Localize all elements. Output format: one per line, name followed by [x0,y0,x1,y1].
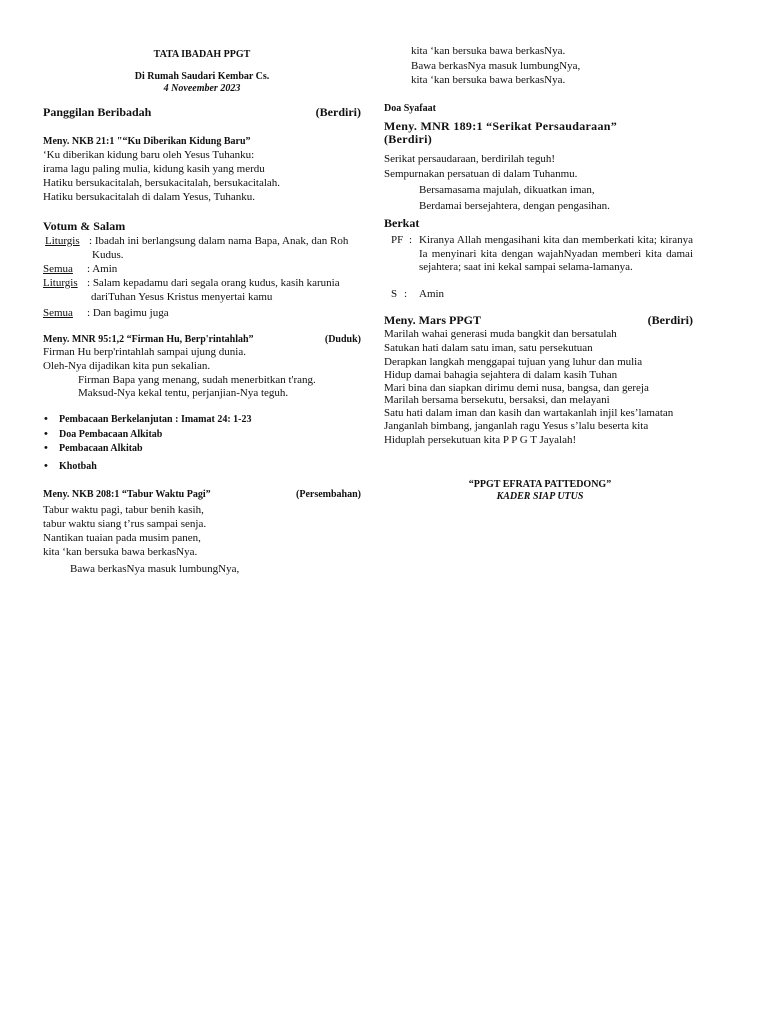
posture-label: (Persembahan) [296,489,361,500]
hymn-title: Meny. NKB 21:1 "“Ku Diberikan Kidung Baru” [43,136,251,147]
list-item: • Pembacaan Berkelanjutan : Imamat 24: 1-23 [43,413,251,428]
hymn-title: Meny. Mars PPGT [384,313,481,327]
hymn-line: Derapkan langkah menggapai tujuan yang luhur dan mulia [384,356,643,368]
venue: Di Rumah Saudari Kembar Cs. [134,71,270,82]
liturgy-text: Amin [92,263,118,275]
hymn-title: Meny. NKB 208:1 “Tabur Waktu Pagi” [43,489,211,500]
hymn-title: Meny. MNR 95:1,2 “Firman Hu, Berp'rintahlah” [43,334,254,345]
role-label: PF [391,234,404,246]
hymn-line: Satu hati dalam iman dan kasih dan wartakanlah injil kes’lamatan [384,407,674,419]
hymn-line: kita ‘kan bersuka bawa berkasNya. [43,546,198,558]
hymn-line: kita ‘kan bersuka bawa berkasNya. [411,45,566,57]
list-item: • Doa Pembacaan Alkitab [43,428,251,443]
posture-label: (Berdiri) [315,105,361,119]
hymn-title: Meny. MNR 189:1 “Serikat Persaudaraan” [384,119,618,133]
liturgy-text: Salam kepadamu dari segala orang kudus, kasih karunia [92,277,340,289]
liturgy-text: Dan bagimu juga [92,307,169,319]
hymn-line: Hiduplah persekutuan kita P P G T Jayalah! [384,434,577,446]
hymn-line: Sempurnakan persatuan di dalam Tuhanmu. [384,168,578,180]
hymn-line: Hatiku bersukacitalah di dalam Yesus, Tuhanku. [43,191,256,203]
section-title: Panggilan Beribadah [43,105,152,119]
blessing-text: Kiranya Allah mengasihani kita dan memberkati kita; kiranya Ia menyinari kita dengan wajahNyadan memberi kita damai sejahtera; saat ini kekal sampai selama-lamanya. [419,234,693,273]
hymn-line: Marilah wahai generasi muda bangkit dan bersatulah [384,328,617,340]
hymn-line: Berdamai bersejahtera, dengan pengasihan. [419,200,610,212]
liturgy-line [43,307,169,321]
hymn-header [43,333,361,347]
hymn-line: Firman Bapa yang menang, sudah menerbitkan t'rang. [78,374,316,386]
hymn-line: ‘Ku diberikan kidung baru oleh Yesus Tuhanku: [43,149,255,161]
section-title-doa: Doa Syafaat [384,103,436,114]
role-label: Liturgis [45,235,80,247]
posture-label: (Berdiri) [384,132,433,146]
hymn-line: Satukan hati dalam satu iman, satu persekutuan [384,342,593,354]
hymn-header [43,488,361,502]
liturgy-continuation: dariTuhan Yesus Kristus menyertai kamu [91,291,273,303]
liturgy-line [43,263,117,277]
separator: : [89,235,93,247]
hymn-line: Serikat persaudaraan, berdirilah teguh! [384,153,556,165]
list-item: • Khotbah [43,460,251,475]
role-label: Semua [43,263,73,275]
hymn-line: Tabur waktu pagi, tabur benih kasih, [43,504,204,516]
hymn-line: kita ‘kan bersuka bawa berkasNya. [411,74,566,86]
hymn-line: Bawa berkasNya masuk lumbungNya, [411,60,581,72]
organization-name: “PPGT EFRATA PATTEDONG” [468,479,612,490]
separator: : [87,307,91,319]
hymn-line: Bawa berkasNya masuk lumbungNya, [70,563,240,575]
hymn-line: Firman Hu berp'rintahlah sampai ujung dunia. [43,346,246,358]
hymn-line: Maksud-Nya kekal tentu, perjanjian-Nya teguh. [78,387,289,399]
hymn-line: Oleh-Nya dijadikan kita pun sekalian. [43,360,211,372]
list-item: • Pembacaan Alkitab [43,442,251,460]
hymn-line: Nantikan tuaian pada musim panen, [43,532,201,544]
motto: KADER SIAP UTUS [496,491,584,502]
hymn-line: Bersamasama majulah, dikuatkan iman, [419,184,595,196]
liturgy-continuation: Kudus. [92,249,124,261]
hymn-line: irama lagu paling mulia, kidung kasih yang merdu [43,163,265,175]
blessing-response: Amin [419,288,445,300]
separator: : [409,234,413,246]
hymn-line: Mari bina dan siapkan dirimu demi nusa, bangsa, dan gereja [384,382,649,394]
hymn-line: Hidup damai bahagia sejahtera di dalam kasih Tuhan [384,369,618,381]
liturgy-line [43,277,340,291]
hymn-line: tabur waktu siang t’rus sampai senja. [43,518,207,530]
posture-label: (Duduk) [324,334,361,345]
agenda-list [43,413,251,475]
hymn-line: Hatiku bersukacitalah, bersukacitalah, bersukacitalah. [43,177,281,189]
role-label: S [391,288,398,300]
hymn-line: Marilah bersama bersekutu, bersaksi, dan melayani [384,394,610,406]
hymn-header [384,314,693,328]
page-title: TATA IBADAH PPGT [153,49,251,60]
section-title-votum: Votum & Salam [43,219,126,233]
service-date: 4 Noveember 2023 [163,83,241,94]
liturgy-line [43,235,348,249]
separator: : [404,288,408,300]
separator: : [87,263,91,275]
hymn-line: Janganlah bimbang, janganlah ragu Yesus s’lalu beserta kita [384,420,649,432]
section-panggilan [43,106,361,120]
liturgy-text: Ibadah ini berlangsung dalam nama Bapa, Anak, dan Roh [94,235,349,247]
separator: : [87,277,91,289]
role-label: Liturgis [43,277,78,289]
posture-label: (Berdiri) [647,313,693,327]
role-label: Semua [43,307,73,319]
section-title-berkat: Berkat [384,216,420,230]
